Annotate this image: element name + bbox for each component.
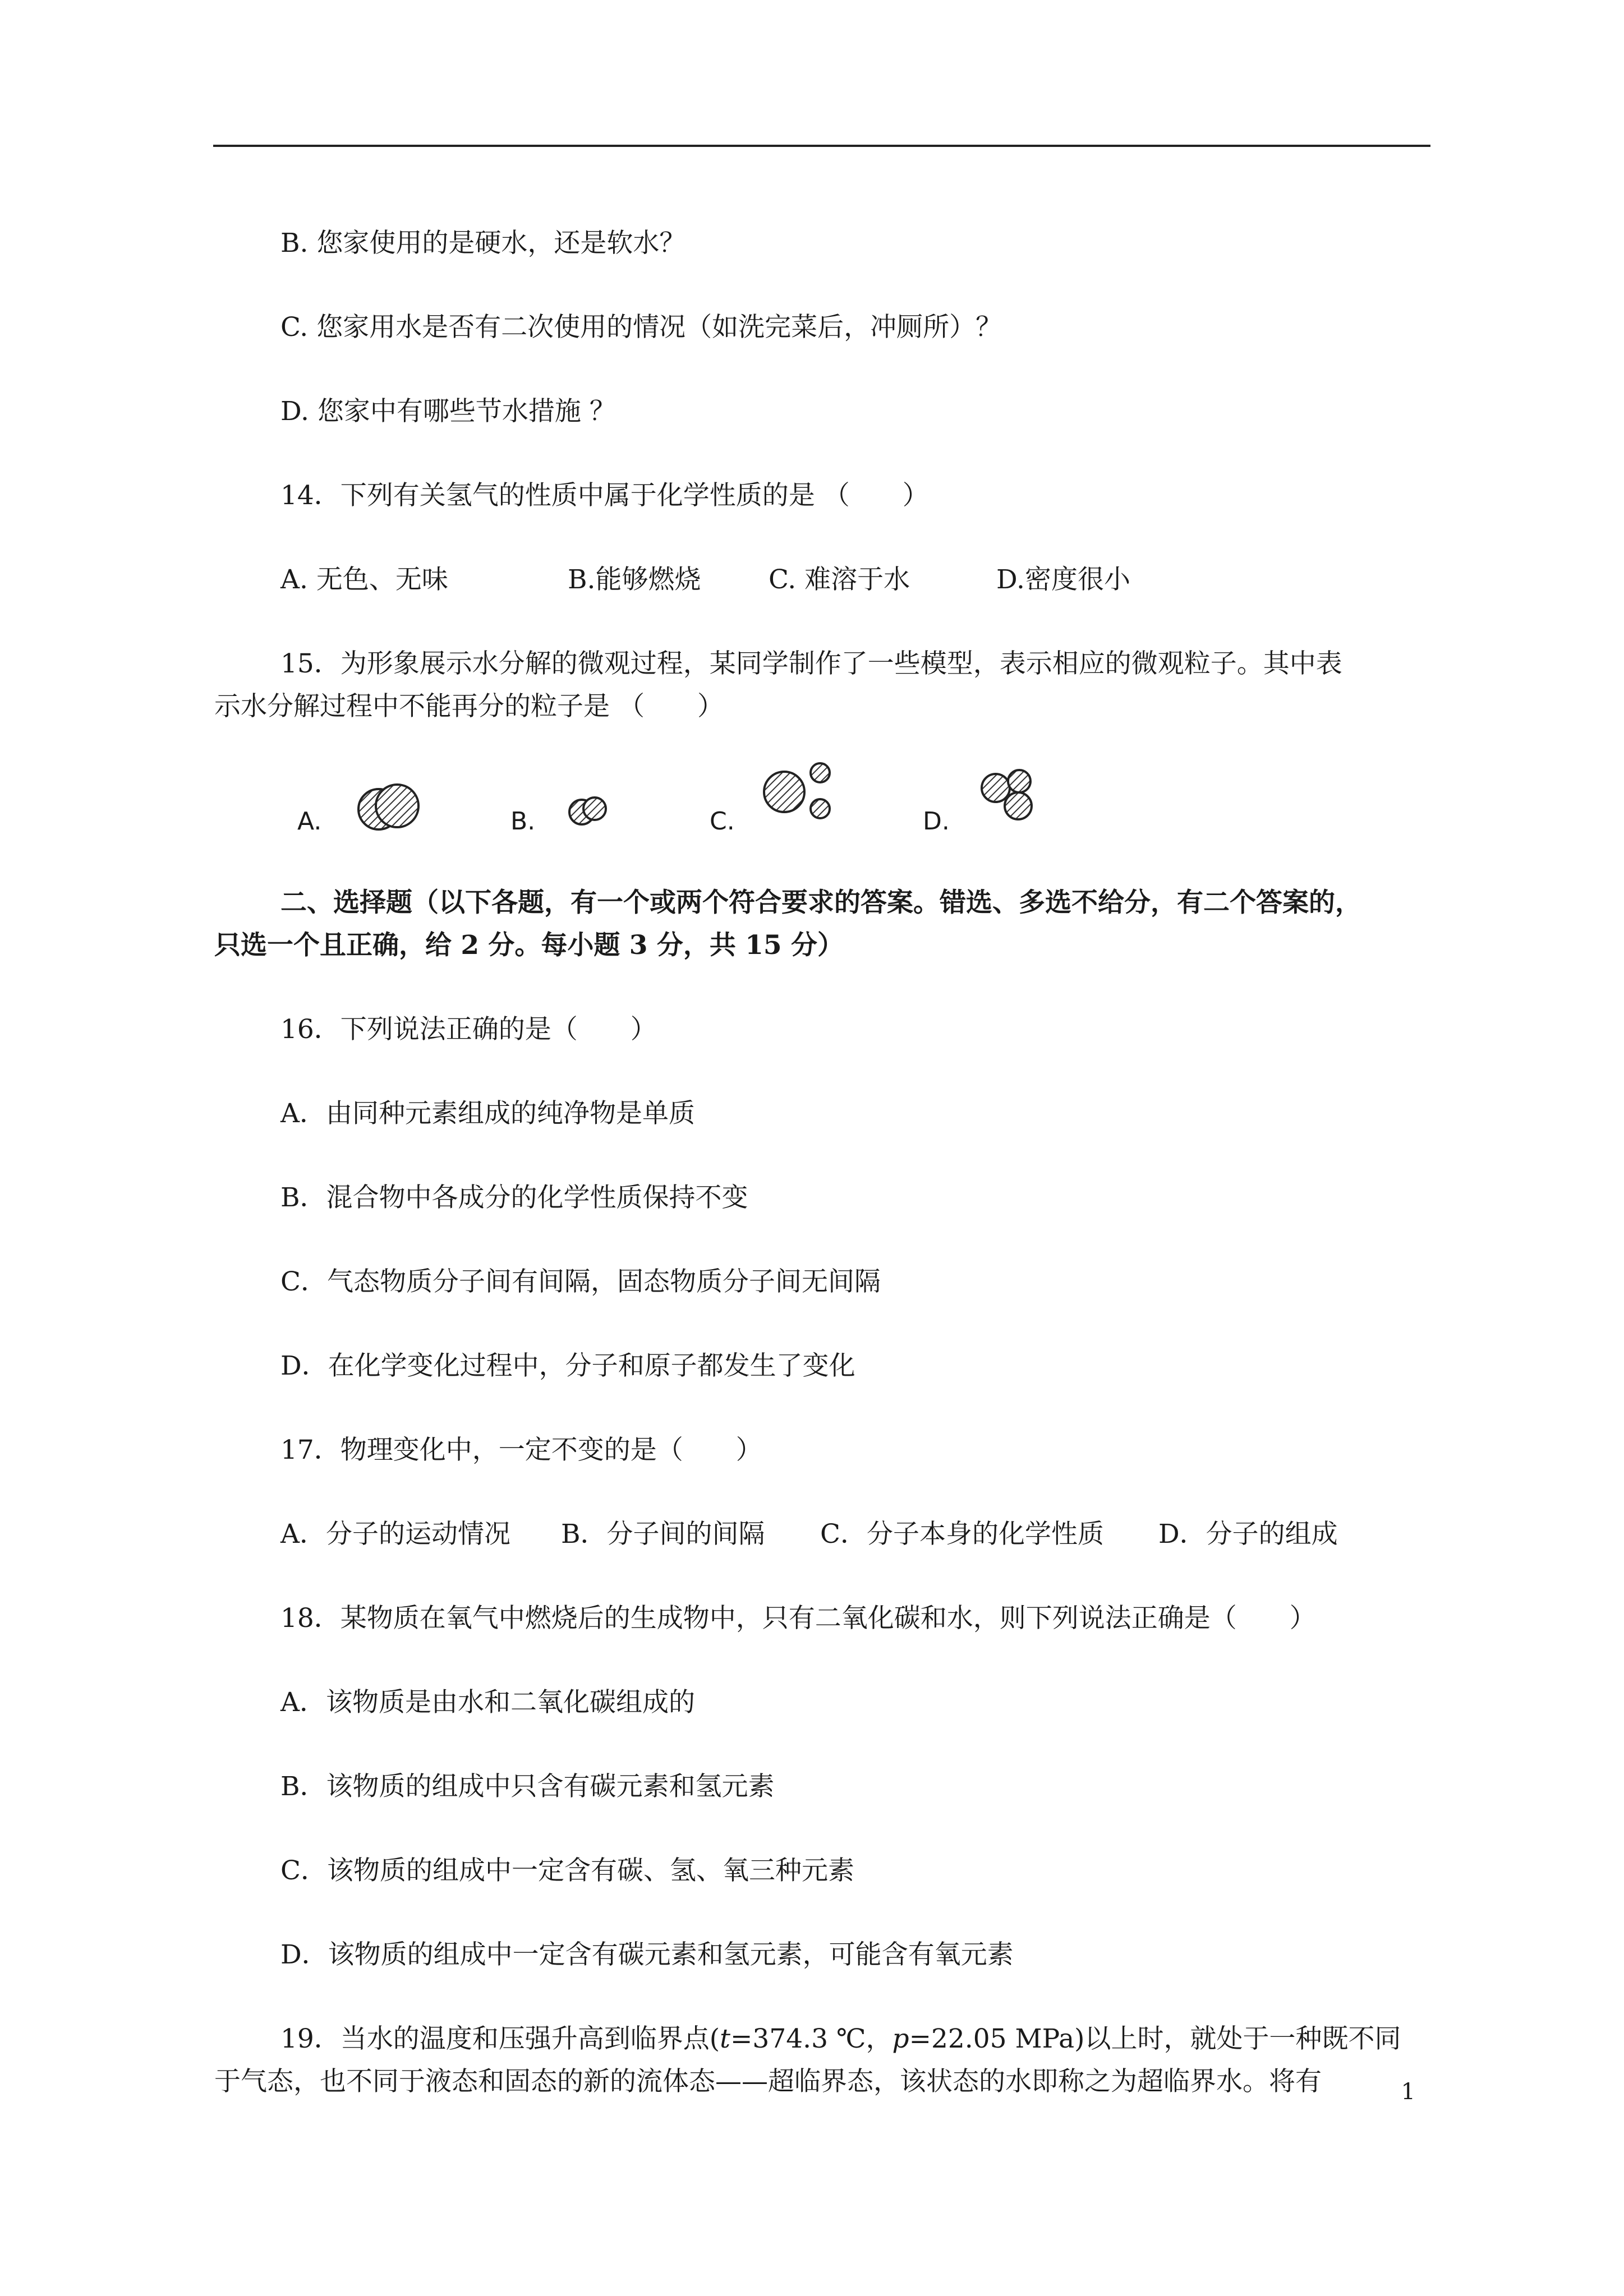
q15-fig-label-a: A.	[297, 807, 322, 836]
q18-option-c: C．该物质的组成中一定含有碳、氢、氧三种元素	[280, 1855, 854, 1886]
page-number: 1	[1401, 2079, 1415, 2105]
q18-option-a: A．该物质是由水和二氧化碳组成的	[280, 1687, 695, 1718]
q15-stem-line1: 15．为形象展示水分解的微观过程，某同学制作了一些模型，表示相应的微观粒子。其中表	[280, 648, 1342, 679]
q19-temperature-value: =374.3 ℃，	[730, 2023, 892, 2054]
q15-fig-label-d: D.	[923, 807, 950, 836]
q18-option-d: D．该物质的组成中一定含有碳元素和氢元素，可能含有氧元素	[280, 1939, 1014, 1970]
section2-heading-line1: 二、选择题（以下各题，有一个或两个符合要求的答案。错选、多选不给分，有二个答案的，	[280, 887, 1361, 918]
q16-option-c: C．气态物质分子间有间隔，固态物质分子间无间隔	[280, 1266, 881, 1297]
q14-option-b: B.能够燃烧	[568, 564, 701, 595]
q17-option-c: C．分子本身的化学性质	[820, 1519, 1104, 1550]
q18-stem: 18．某物质在氧气中燃烧后的生成物中，只有二氧化碳和水，则下列说法正确是（ ）	[280, 1603, 1316, 1634]
q15-model-d	[973, 766, 1046, 830]
q17-stem: 17．物理变化中，一定不变的是（ ）	[280, 1435, 762, 1465]
q19-stem-line2: 于气态，也不同于液态和固态的新的流体态——超临界态，该状态的水即称之为超临界水。将有	[214, 2066, 1322, 2097]
q15-model-a	[353, 777, 426, 838]
q16-option-a: A．由同种元素组成的纯净物是单质	[280, 1098, 695, 1129]
q13-option-d: D. 您家中有哪些节水措施 ？	[280, 396, 616, 427]
q14-option-d: D.密度很小	[996, 564, 1130, 595]
q15-fig-label-b: B.	[510, 807, 536, 836]
q15-model-b	[564, 791, 614, 830]
section2-heading-line2: 只选一个且正确，给 2 分。每小题 3 分，共 15 分）	[214, 930, 844, 961]
q19-stem-line1	[280, 2022, 1401, 2056]
q14-option-c: C. 难溶于水	[769, 564, 910, 595]
q15-stem-line2: 示水分解过程中不能再分的粒子是 （ ）	[214, 691, 724, 722]
q17-option-b: B．分子间的间隔	[561, 1519, 765, 1550]
q17-option-a: A．分子的运动情况	[280, 1519, 510, 1550]
q13-option-c: C. 您家用水是否有二次使用的情况（如洗完菜后，冲厕所）？	[280, 312, 1002, 343]
header-rule	[213, 145, 1430, 147]
q14-option-a: A. 无色、无味	[280, 564, 448, 595]
q14-stem: 14．下列有关氢气的性质中属于化学性质的是 （ ）	[280, 480, 929, 511]
q17-option-d: D．分子的组成	[1158, 1519, 1338, 1550]
q18-option-b: B．该物质的组成中只含有碳元素和氢元素	[280, 1771, 775, 1802]
q15-model-c	[757, 757, 841, 830]
q16-option-d: D．在化学变化过程中，分子和原子都发生了变化	[280, 1350, 855, 1381]
q19-text-end: =22.05 MPa)以上时，就处于一种既不同	[909, 2023, 1401, 2054]
q19-text-start: 19．当水的温度和压强升高到临界点(	[280, 2023, 720, 2054]
q19-temperature-symbol: t	[720, 2023, 731, 2054]
q16-option-b: B．混合物中各成分的化学性质保持不变	[280, 1182, 748, 1213]
q13-option-b: B. 您家使用的是硬水，还是软水？	[280, 228, 686, 259]
q16-stem: 16．下列说法正确的是（ ）	[280, 1014, 657, 1045]
q15-fig-label-c: C.	[710, 807, 735, 836]
q19-pressure-symbol: p	[892, 2023, 909, 2054]
